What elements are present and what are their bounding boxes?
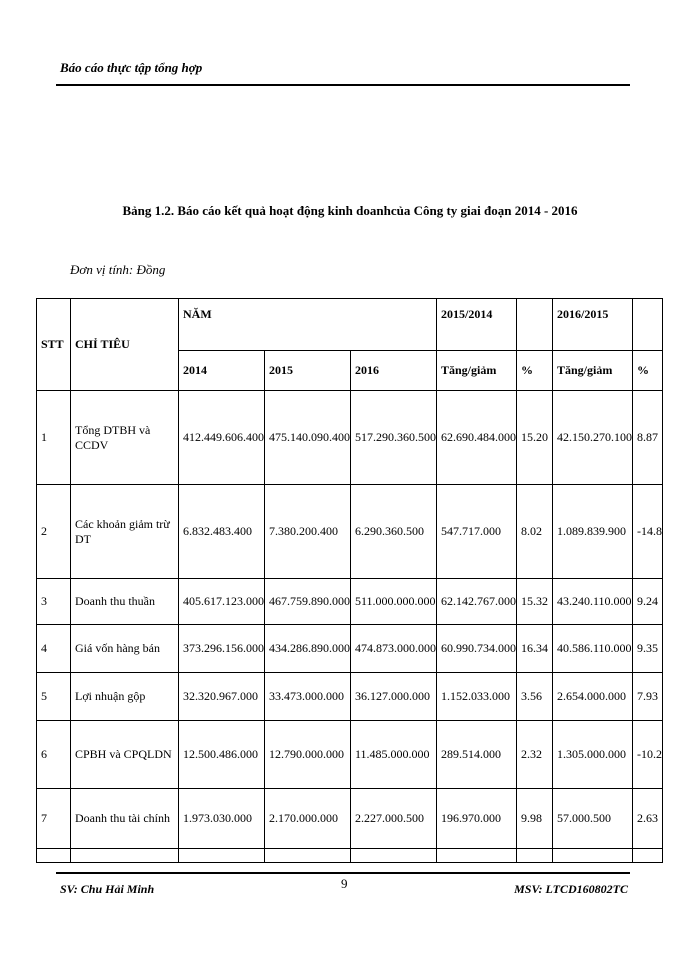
cell-diff-1: 196.970.000 <box>437 789 517 849</box>
cell-diff-2: 43.240.110.000 <box>553 579 633 625</box>
cell-pct-1: 3.56 <box>517 673 553 721</box>
header-pct-2: % <box>633 351 663 391</box>
cell-2015: 475.140.090.400 <box>265 391 351 485</box>
table-row <box>37 485 663 579</box>
cell-2014: 373.296.156.000 <box>179 625 265 673</box>
cell-diff-2: 40.586.110.000 <box>553 625 633 673</box>
cell-diff-2: 2.654.000.000 <box>553 673 633 721</box>
cell-2015: 434.286.890.000 <box>265 625 351 673</box>
header-row-1 <box>37 299 663 351</box>
cell-name: Lợi nhuận gộp <box>71 673 179 721</box>
cell-diff-1: 547.717.000 <box>437 485 517 579</box>
header-pct-1: % <box>517 351 553 391</box>
cell-2016: 474.873.000.000 <box>351 625 437 673</box>
cell-2014: 32.320.967.000 <box>179 673 265 721</box>
header-2016: 2016 <box>351 351 437 391</box>
cell-2014: 6.832.483.400 <box>179 485 265 579</box>
table-row <box>37 721 663 789</box>
table-row <box>37 391 663 485</box>
cell-pct-1: 15.32 <box>517 579 553 625</box>
cell-name: Các khoản giảm trừ DT <box>71 485 179 579</box>
cell-diff-1: 289.514.000 <box>437 721 517 789</box>
cell-stt: 6 <box>37 721 71 789</box>
cell-2016: 6.290.360.500 <box>351 485 437 579</box>
table-caption: Bảng 1.2. Báo cáo kết quả hoạt động kinh doanhcủa Công ty giai đoạn 2014 - 2016 <box>122 203 578 218</box>
cell-diff-2: 57.000.500 <box>553 789 633 849</box>
header-stt: STT <box>37 299 71 391</box>
cell-stt: 5 <box>37 673 71 721</box>
cell-2015: 33.473.000.000 <box>265 673 351 721</box>
cell-2016: 11.485.000.000 <box>351 721 437 789</box>
cell-diff-1: 60.990.734.000 <box>437 625 517 673</box>
report-table <box>36 298 663 863</box>
cell-pct-2: 9.35 <box>633 625 663 673</box>
cell-name: Giá vốn hàng bán <box>71 625 179 673</box>
page-number: 9 <box>341 876 348 891</box>
header-2015-2014: 2015/2014 <box>437 299 517 351</box>
table-row-continuation <box>37 849 663 863</box>
cell-pct-2: -14.8 <box>633 485 663 579</box>
footer-student: SV: Chu Hải Minh <box>60 882 155 896</box>
cell-name: Doanh thu tài chính <box>71 789 179 849</box>
cell-diff-2: 42.150.270.100 <box>553 391 633 485</box>
header-2014: 2014 <box>179 351 265 391</box>
cell-2014: 12.500.486.000 <box>179 721 265 789</box>
table-row <box>37 625 663 673</box>
cell-2016: 511.000.000.000 <box>351 579 437 625</box>
header-nam: NĂM <box>179 299 437 351</box>
header-chi-tieu: CHỈ TIÊU <box>71 299 179 391</box>
cell-pct-2: 7.93 <box>633 673 663 721</box>
table-row <box>37 579 663 625</box>
header-tang-giam-1: Tăng/giảm <box>437 351 517 391</box>
cell-pct-2: 9.24 <box>633 579 663 625</box>
cell-name: Doanh thu thuần <box>71 579 179 625</box>
cell-pct-1: 16.34 <box>517 625 553 673</box>
cell-pct-1: 9.98 <box>517 789 553 849</box>
header-2015: 2015 <box>265 351 351 391</box>
cell-2015: 2.170.000.000 <box>265 789 351 849</box>
table-row <box>37 673 663 721</box>
cell-2015: 467.759.890.000 <box>265 579 351 625</box>
cell-2016: 36.127.000.000 <box>351 673 437 721</box>
cell-2014: 1.973.030.000 <box>179 789 265 849</box>
cell-stt: 7 <box>37 789 71 849</box>
cell-2015: 12.790.000.000 <box>265 721 351 789</box>
header-rule <box>56 84 630 86</box>
cell-2014: 412.449.606.400 <box>179 391 265 485</box>
table-row <box>37 789 663 849</box>
cell-2016: 517.290.360.500 <box>351 391 437 485</box>
header-blank-2 <box>633 299 663 351</box>
cell-2014: 405.617.123.000 <box>179 579 265 625</box>
cell-diff-1: 62.690.484.000 <box>437 391 517 485</box>
cell-pct-1: 2.32 <box>517 721 553 789</box>
cell-2016: 2.227.000.500 <box>351 789 437 849</box>
cell-name: CPBH và CPQLDN <box>71 721 179 789</box>
cell-stt: 2 <box>37 485 71 579</box>
header-blank-1 <box>517 299 553 351</box>
cell-pct-1: 8.02 <box>517 485 553 579</box>
footer-student-id: MSV: LTCD160802TC <box>514 882 628 896</box>
cell-diff-2: 1.305.000.000 <box>553 721 633 789</box>
cell-pct-2: 2.63 <box>633 789 663 849</box>
header-title: Báo cáo thực tập tổng hợp <box>60 60 203 75</box>
cell-stt: 4 <box>37 625 71 673</box>
cell-name: Tổng DTBH và CCDV <box>71 391 179 485</box>
cell-diff-1: 62.142.767.000 <box>437 579 517 625</box>
cell-diff-1: 1.152.033.000 <box>437 673 517 721</box>
cell-stt: 3 <box>37 579 71 625</box>
header-2016-2015: 2016/2015 <box>553 299 633 351</box>
cell-pct-2: 8.87 <box>633 391 663 485</box>
cell-stt: 1 <box>37 391 71 485</box>
cell-pct-1: 15.20 <box>517 391 553 485</box>
cell-pct-2: -10.2 <box>633 721 663 789</box>
footer-rule <box>56 872 630 874</box>
cell-diff-2: 1.089.839.900 <box>553 485 633 579</box>
unit-note: Đơn vị tính: Đồng <box>70 262 166 277</box>
cell-2015: 7.380.200.400 <box>265 485 351 579</box>
header-tang-giam-2: Tăng/giảm <box>553 351 633 391</box>
